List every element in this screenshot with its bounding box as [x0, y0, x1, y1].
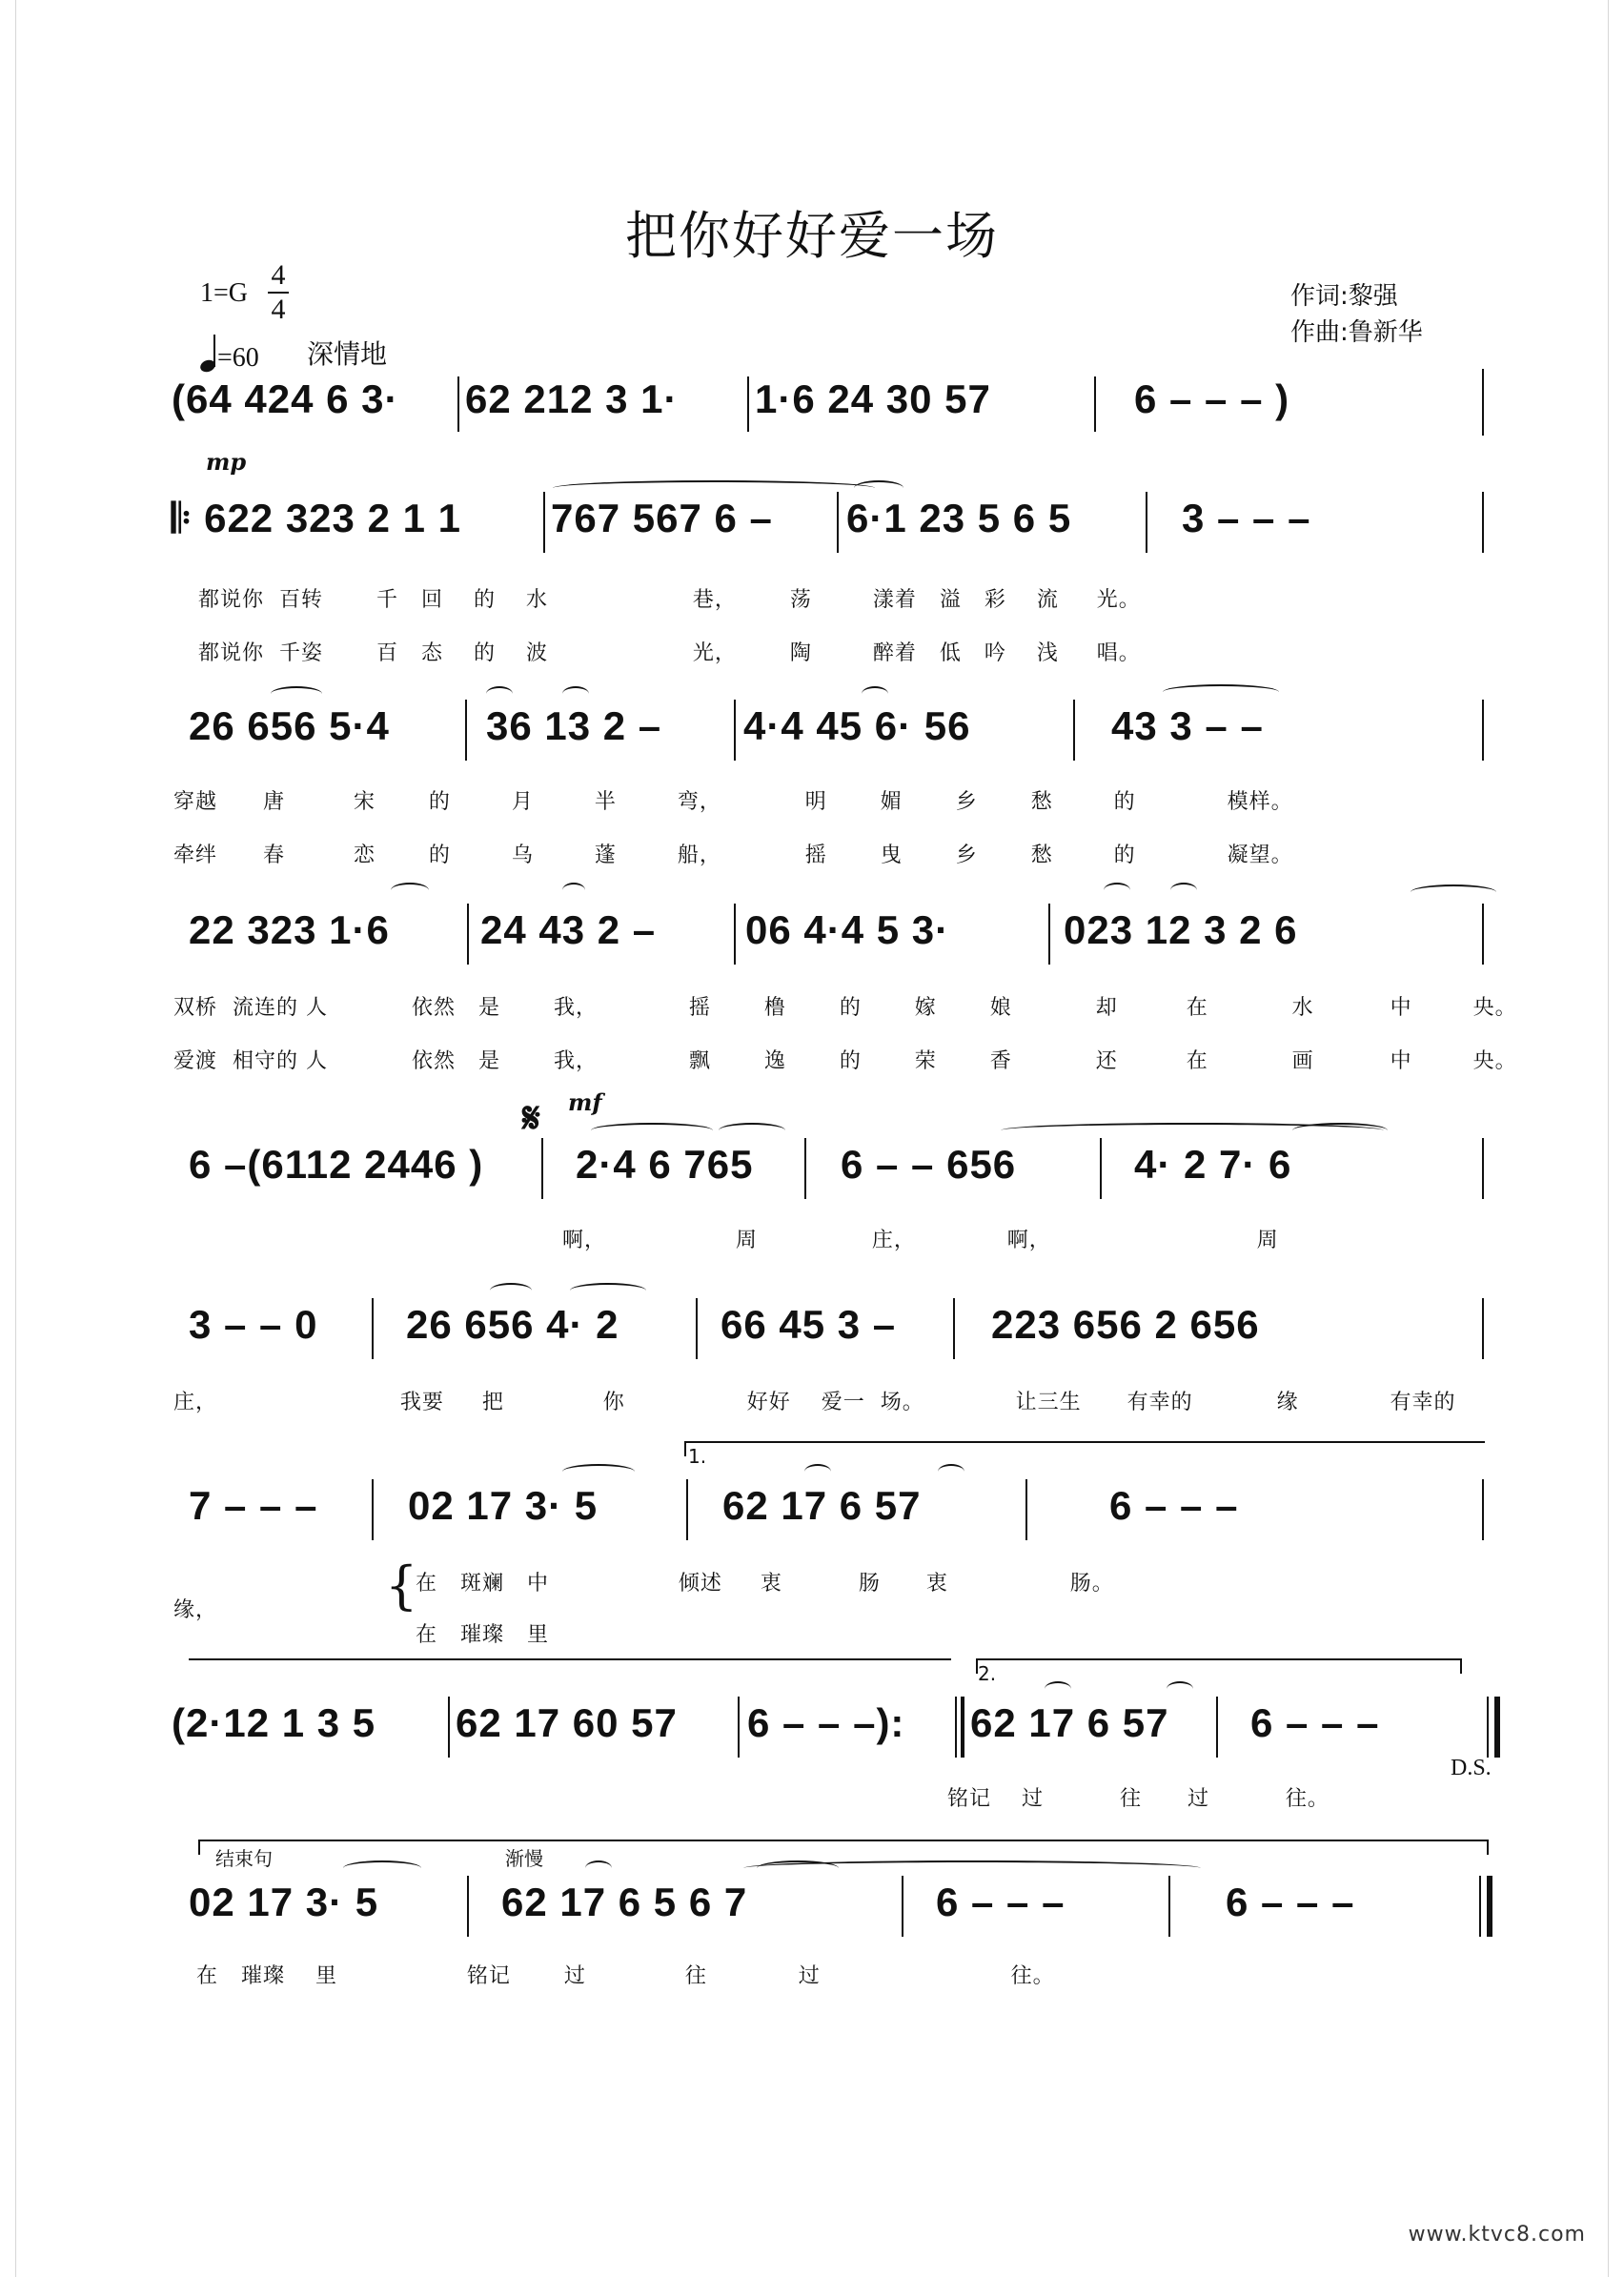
measure: 6 – – – — [1226, 1880, 1355, 1924]
left-margin-strip — [0, 0, 16, 2277]
barline — [1146, 492, 1147, 553]
lyric-line-2: 牵绊 春 恋 的 乌 蓬 船， 摇 曳 乡 愁 的 凝望。 — [173, 844, 1293, 867]
lyric-line-1-start: 缘， — [173, 1598, 218, 1622]
measure: 223 656 2 656 — [991, 1302, 1260, 1347]
song-title: 把你好好爱一场 — [625, 206, 999, 266]
slur — [1167, 1681, 1193, 1697]
barline — [467, 1876, 469, 1937]
slur — [862, 686, 888, 701]
measure: 6 – – 656 — [841, 1142, 1017, 1187]
slur — [1411, 884, 1496, 900]
barline — [1048, 904, 1050, 965]
coda-bracket — [198, 1840, 1489, 1855]
lyric-line-2: 爱渡 相守的 人 依然 是 我， 飘 逸 的 荣 香 还 在 画 中 央。 — [173, 1049, 1517, 1073]
measure: 22 323 1·6 — [189, 907, 390, 952]
system-5 — [172, 1142, 1487, 1266]
barline — [1482, 700, 1484, 761]
ending-label: 结束句 — [215, 1847, 273, 1870]
measure: 6 – – – — [1109, 1483, 1239, 1528]
barline — [955, 1697, 957, 1758]
barline — [738, 1697, 740, 1758]
measure: 1·6 24 30 57 — [755, 376, 991, 421]
system-1 — [172, 376, 1487, 453]
lyric-line-1: 双桥 流连的 人 依然 是 我， 摇 橹 的 嫁 娘 却 在 水 中 央。 — [173, 996, 1517, 1020]
measure: 66 45 3 – — [721, 1302, 897, 1347]
volta-bracket-2 — [976, 1658, 1462, 1674]
measure: 3 – – 0 — [189, 1302, 318, 1347]
measure: 7 – – – — [189, 1483, 318, 1528]
barline — [1025, 1479, 1027, 1540]
measure: 02 17 3· 5 — [189, 1880, 379, 1924]
barline — [372, 1479, 374, 1540]
barline — [1482, 492, 1484, 553]
slur — [562, 686, 589, 701]
barline — [543, 492, 545, 553]
barline — [1482, 369, 1484, 436]
slur — [743, 1860, 1201, 1876]
barline — [1482, 1138, 1484, 1199]
measure: 02 17 3· 5 — [408, 1483, 599, 1528]
lyric-line-1: 都说你 百转 千 回 的 水 巷， 荡 漾着 溢 彩 流 光。 — [198, 588, 1141, 612]
lyric-line-2: 都说你 千姿 百 态 的 波 光， 陶 醉着 低 吟 浅 唱。 — [198, 641, 1141, 665]
measure: 4·4 45 6· 56 — [743, 703, 971, 748]
measure: 62 17 60 57 — [456, 1700, 678, 1745]
slur — [490, 1283, 532, 1298]
lyric-line-2: 在 璀璨 里 — [416, 1623, 550, 1647]
meter-top: 4 — [271, 259, 286, 291]
measure: 6 –(6112 2446 ) — [189, 1142, 484, 1187]
measure: 6 – – – ) — [1134, 376, 1290, 421]
barline — [686, 1479, 688, 1540]
lyric-line-1: 啊， 周 庄， 啊， 周 — [562, 1229, 1279, 1252]
barline — [1216, 1697, 1218, 1758]
barline — [1482, 1298, 1484, 1359]
da-segno-mark: D.S. — [1451, 1756, 1492, 1780]
slur — [391, 883, 429, 898]
dynamic-mp: mp — [206, 448, 247, 476]
measure: 62 17 6 57 — [722, 1483, 922, 1528]
barline — [372, 1298, 374, 1359]
lyric-line-1: 铭记 过 往 过 往。 — [947, 1787, 1330, 1811]
barline — [734, 700, 736, 761]
system-6 — [172, 1302, 1487, 1426]
barline — [1482, 1479, 1484, 1540]
measure: 62 212 3 1· — [465, 376, 679, 421]
barline — [541, 1138, 543, 1199]
final-barline-thin — [1479, 1876, 1481, 1937]
tempo-mark — [200, 334, 259, 374]
slur — [1170, 883, 1197, 898]
barline — [696, 1298, 698, 1359]
measure: 26 656 5·4 — [189, 703, 390, 748]
measure: 26 656 4· 2 — [406, 1302, 619, 1347]
barline — [1482, 904, 1484, 965]
measure: 023 12 3 2 6 — [1064, 907, 1298, 952]
expression-mark: 深情地 — [307, 338, 388, 370]
quarter-note-icon — [200, 334, 217, 372]
volta-bracket-1 — [684, 1441, 1485, 1456]
dynamic-mf: mf — [568, 1088, 602, 1116]
measure: 6 – – –): — [747, 1700, 905, 1745]
slur — [854, 480, 903, 496]
slur — [271, 686, 322, 701]
slur — [585, 1860, 612, 1876]
measure: (64 424 6 3· — [172, 376, 399, 421]
measure: 𝄆 622 323 2 1 1 — [172, 496, 461, 540]
lyric-line-1: 庄， 我要 把 你 好好 爱一 场。 让三生 有幸的 缘 有幸的 — [173, 1391, 1456, 1414]
composer: 作曲:鲁新华 — [1290, 318, 1423, 347]
barline — [1168, 1876, 1170, 1937]
slur — [553, 480, 875, 496]
segno-sign: 𝄋 — [522, 1094, 540, 1143]
barline — [804, 1138, 806, 1199]
meter-bottom: 4 — [271, 294, 286, 325]
lyricist: 作词:黎强 — [1290, 282, 1398, 311]
measure: 43 3 – – — [1111, 703, 1264, 748]
site-watermark: www.ktvc8.com — [1408, 2223, 1586, 2247]
barline — [1094, 376, 1096, 432]
measure: 3 – – – — [1182, 496, 1311, 540]
measure: 767 567 6 – — [551, 496, 773, 540]
right-margin-strip — [1608, 0, 1624, 2277]
slur — [1045, 1681, 1071, 1697]
measure: 6 – – – — [936, 1880, 1066, 1924]
key-signature: 1=G — [200, 278, 249, 308]
barline — [747, 376, 749, 432]
credits — [1290, 278, 1423, 351]
measure: 62 17 6 57 — [970, 1700, 1169, 1745]
lyric-brace: { — [385, 1555, 418, 1616]
time-signature — [268, 259, 289, 326]
slur — [562, 883, 585, 898]
measure: 24 43 2 – — [480, 907, 657, 952]
lyric-line-1: 在 斑斓 中 倾述 衷 肠 衷 肠。 — [416, 1572, 1114, 1596]
system-2 — [172, 496, 1487, 667]
barline — [902, 1876, 903, 1937]
measure: 6 – – – — [1250, 1700, 1380, 1745]
tempo-value: =60 — [217, 343, 259, 373]
slur — [804, 1464, 831, 1479]
measure: 62 17 6 5 6 7 — [501, 1880, 748, 1924]
slur — [562, 1464, 635, 1479]
measure: 4· 2 7· 6 — [1134, 1142, 1292, 1187]
barline — [953, 1298, 955, 1359]
lyric-line-1: 在 璀璨 里 铭记 过 往 过 往。 — [196, 1964, 1055, 1988]
repeat-overline — [189, 1658, 951, 1674]
barline — [837, 492, 839, 553]
measure: 2·4 6 765 — [576, 1142, 754, 1187]
lyric-line-1: 穿越 唐 宋 的 月 半 弯， 明 媚 乡 愁 的 模样。 — [173, 790, 1293, 814]
slur — [486, 686, 513, 701]
system-9 — [172, 1880, 1487, 1994]
barline — [457, 376, 459, 432]
slur — [938, 1464, 964, 1479]
measure: 36 13 2 – — [486, 703, 662, 748]
barline — [1073, 700, 1075, 761]
barline — [467, 904, 469, 965]
final-barline-thick — [1487, 1876, 1492, 1937]
system-3 — [172, 703, 1487, 875]
measure: 06 4·4 5 3· — [745, 907, 950, 952]
volta-2-label: 2. — [978, 1662, 997, 1685]
slur — [1292, 1123, 1388, 1138]
measure: 6·1 23 5 6 5 — [846, 496, 1072, 540]
slur — [343, 1860, 421, 1876]
barline — [1100, 1138, 1102, 1199]
rit-label: 渐慢 — [505, 1847, 543, 1870]
slur — [570, 1283, 646, 1298]
barline — [465, 700, 467, 761]
slur — [1104, 883, 1130, 898]
final-barline-thin — [1487, 1697, 1489, 1758]
slur — [591, 1123, 713, 1138]
measure: (2·12 1 3 5 — [172, 1700, 376, 1745]
volta-1-label: 1. — [688, 1445, 707, 1468]
system-8 — [172, 1700, 1487, 1815]
system-4 — [172, 907, 1517, 1079]
repeat-end-barline — [961, 1697, 964, 1758]
final-barline-thick — [1494, 1697, 1500, 1758]
barline — [448, 1697, 450, 1758]
slur — [1163, 684, 1279, 700]
slur — [719, 1123, 785, 1138]
barline — [734, 904, 736, 965]
system-7 — [172, 1483, 1487, 1647]
